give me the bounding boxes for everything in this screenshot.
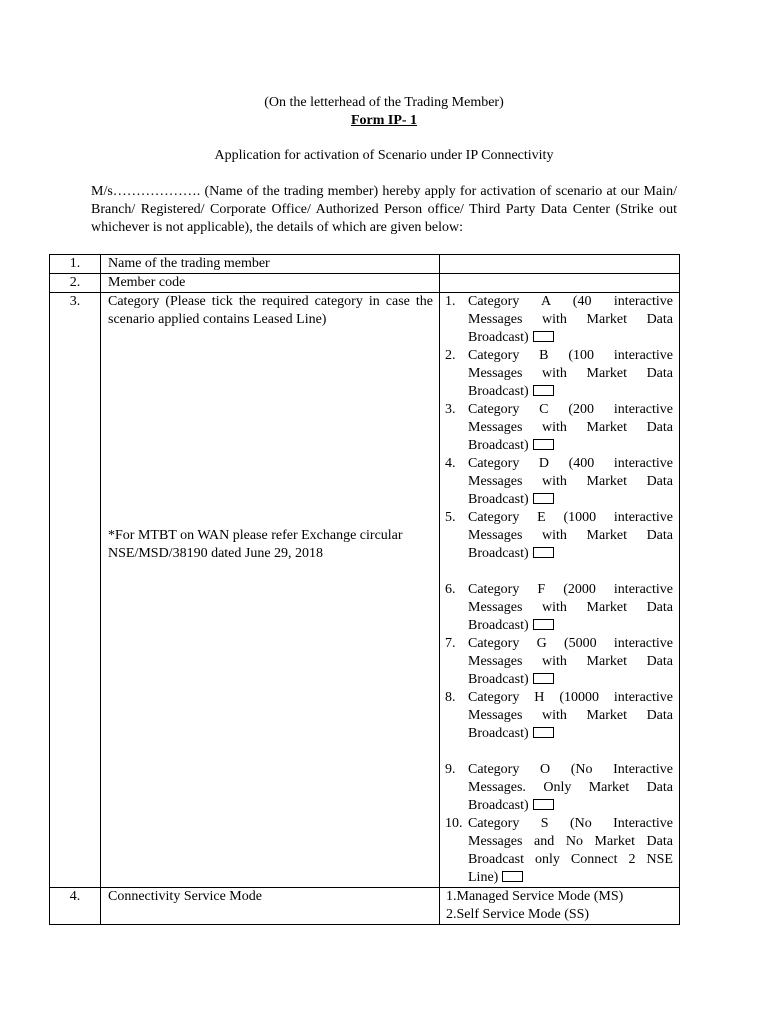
intro-text: M/s………………. (Name of the trading member) hereby apply for activation of scenario at our Main/ Branch/ Registered/ Corporate Office/ Authorized Person office/ Third Party Data Center (Strike out whichever is not applicable), the details of which are given below: (91, 184, 677, 235)
category-number: 6. (445, 582, 456, 597)
form-title: Form IP- 1 (350, 113, 418, 128)
category-checkbox[interactable] (533, 673, 554, 684)
row-number: 3. (50, 293, 101, 888)
category-checkbox[interactable] (533, 439, 554, 450)
category-text: Category H (10000 interactive Messages with Market Data Broadcast) (468, 690, 673, 741)
service-mode-option[interactable]: 1.Managed Service Mode (MS) (446, 889, 624, 904)
application-title: Application for activation of Scenario under IP Connectivity (214, 148, 554, 163)
list-spacer (445, 563, 673, 581)
category-checkbox[interactable] (533, 799, 554, 810)
row-number: 1. (50, 255, 101, 274)
category-number: 8. (445, 690, 456, 705)
category-text: Category G (5000 interactive Messages with Market Data Broadcast) (468, 636, 673, 687)
category-text: Category E (1000 interactive Messages with Market Data Broadcast) (468, 510, 673, 561)
intro-paragraph (91, 183, 677, 237)
service-mode-cell (440, 888, 680, 925)
category-number: 2. (445, 348, 456, 363)
category-number: 4. (445, 456, 456, 471)
service-mode-option[interactable]: 2.Self Service Mode (SS) (446, 907, 590, 922)
row-label: Member code (101, 274, 440, 293)
member-code-field[interactable] (440, 274, 680, 293)
list-spacer (445, 743, 673, 761)
details-table (49, 254, 680, 925)
category-option (445, 815, 673, 887)
category-number: 5. (445, 510, 456, 525)
category-label-cell (101, 293, 440, 888)
category-text: Category S (No Interactive Messages and No Market Data Broadcast only Connect 2 NSE Line) (468, 816, 673, 885)
category-option (445, 761, 673, 815)
category-checkbox[interactable] (502, 871, 523, 882)
mtbt-note: *For MTBT on WAN please refer Exchange circular NSE/MSD/38190 dated June 29, 2018 (108, 528, 403, 561)
category-number: 10. (445, 816, 463, 831)
table-row (50, 293, 680, 888)
category-number: 1. (445, 294, 456, 309)
category-number: 3. (445, 402, 456, 417)
category-text: Category O (No Interactive Messages. Only Market Data Broadcast) (468, 762, 673, 813)
letterhead-note: (On the letterhead of the Trading Member) (264, 95, 504, 110)
category-checkbox[interactable] (533, 619, 554, 630)
category-text: Category D (400 interactive Messages with Market Data Broadcast) (468, 456, 673, 507)
category-options-cell (440, 293, 680, 888)
category-checkbox[interactable] (533, 547, 554, 558)
row-label: Name of the trading member (101, 255, 440, 274)
category-text: Category B (100 interactive Messages with Market Data Broadcast) (468, 348, 673, 399)
category-checkbox[interactable] (533, 493, 554, 504)
category-option (445, 509, 673, 563)
category-text: Category A (40 interactive Messages with Market Data Broadcast) (468, 294, 673, 345)
table-row (50, 255, 680, 274)
category-option (445, 347, 673, 401)
category-text: Category C (200 interactive Messages with Market Data Broadcast) (468, 402, 673, 453)
row-number: 2. (50, 274, 101, 293)
table-row (50, 274, 680, 293)
category-option (445, 455, 673, 509)
row-label: Category (Please tick the required category in case the scenario applied contains Leased Line) (108, 294, 433, 327)
trading-member-name-field[interactable] (440, 255, 680, 274)
category-option (445, 401, 673, 455)
category-list (445, 293, 673, 887)
row-number: 4. (50, 888, 101, 925)
category-option (445, 581, 673, 635)
row-label: Connectivity Service Mode (101, 888, 440, 925)
category-option (445, 635, 673, 689)
category-number: 9. (445, 762, 456, 777)
category-option (445, 293, 673, 347)
table-row (50, 888, 680, 925)
category-option (445, 689, 673, 743)
category-checkbox[interactable] (533, 385, 554, 396)
category-number: 7. (445, 636, 456, 651)
category-checkbox[interactable] (533, 331, 554, 342)
category-text: Category F (2000 interactive Messages with Market Data Broadcast) (468, 582, 673, 633)
category-checkbox[interactable] (533, 727, 554, 738)
